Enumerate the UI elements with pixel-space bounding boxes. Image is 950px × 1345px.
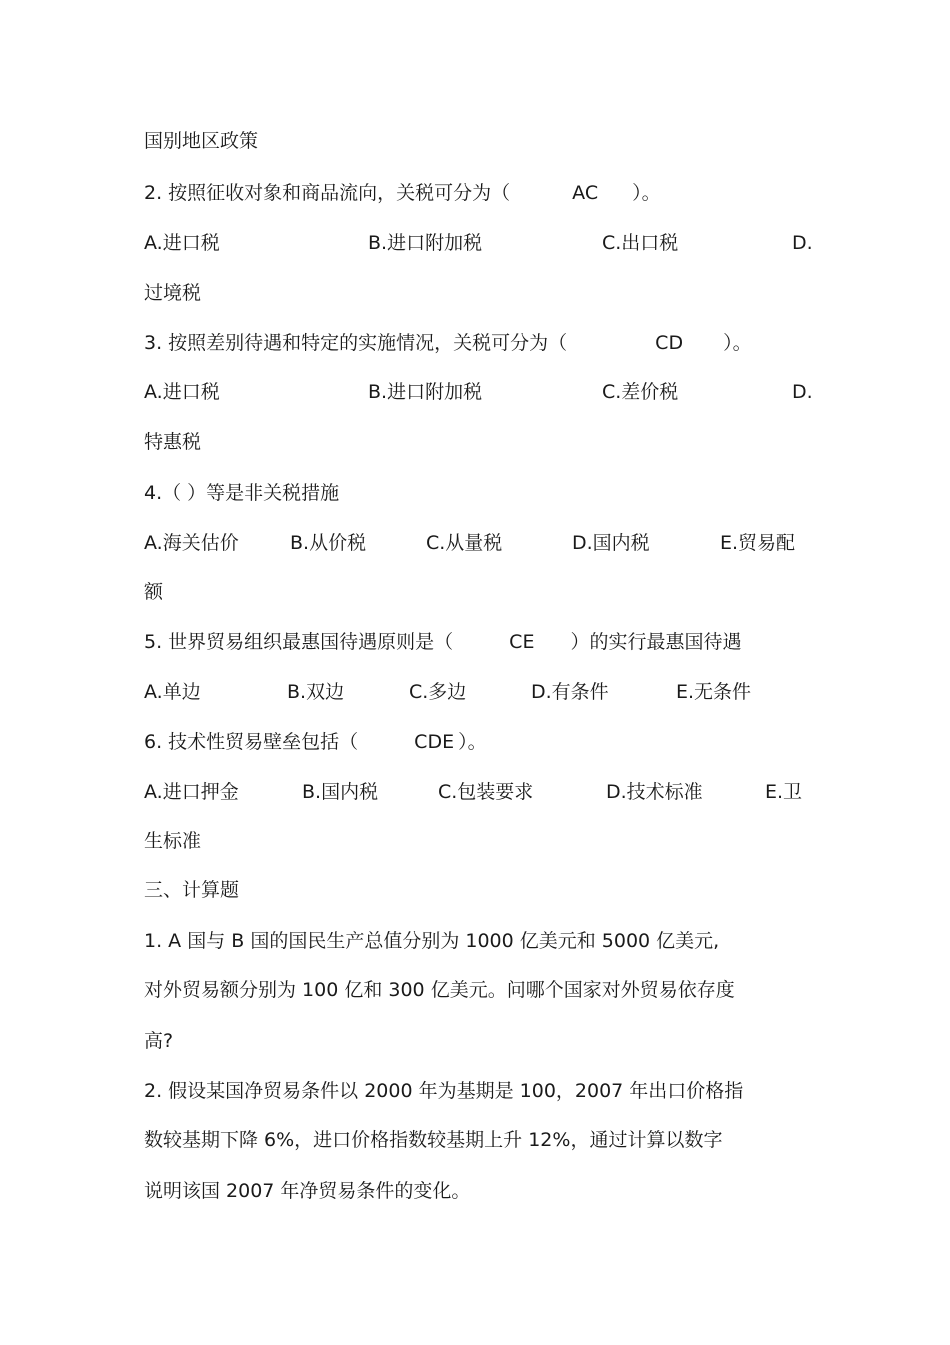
calc-question-2-line-1: 2. 假设某国净贸易条件以 2000 年为基期是 100，2007 年出口价格指 [144,1080,744,1102]
option-wrap: 生标准 [144,830,202,852]
question-text: 2. 按照征收对象和商品流向，关税可分为（ [144,182,511,204]
question-suffix: ）的实行最惠国待遇 [570,631,742,653]
question-3 [144,330,752,356]
option: C.差价税 [602,381,679,403]
question-4: 4.（ ）等是非关税措施 [144,482,340,504]
option: A.单边 [144,681,201,703]
option: C.多边 [409,681,467,703]
option: D.国内税 [572,532,650,554]
calc-question-1-line-2: 对外贸易额分别为 100 亿和 300 亿美元。问哪个国家对外贸易依存度 [144,979,735,1001]
calc-question-1-line-3: 高? [144,1030,174,1052]
answer: CE [509,631,535,653]
calc-question-1-line-1: 1. A 国与 B 国的国民生产总值分别为 1000 亿美元和 5000 亿美元, [144,930,720,952]
answer: CD [655,332,684,354]
answer: CDE [414,731,455,753]
option: C.包装要求 [438,781,534,803]
calc-question-2-line-2: 数较基期下降 6%，进口价格指数较基期上升 12%，通过计算以数字 [144,1129,723,1151]
option: B.进口附加税 [368,232,483,254]
question-5 [144,629,741,655]
question-suffix: ）。 [458,731,487,753]
question-6 [144,729,487,755]
option: E.贸易配 [720,532,796,554]
question-text: 3. 按照差别待遇和特定的实施情况，关税可分为（ [144,332,568,354]
section-heading: 三、计算题 [144,879,240,901]
option: C.从量税 [426,532,503,554]
option: B.进口附加税 [368,381,483,403]
option: D.有条件 [531,681,609,703]
question-text: 5. 世界贸易组织最惠国待遇原则是（ [144,631,454,653]
option: B.从价税 [290,532,367,554]
text-line: 国别地区政策 [144,130,259,152]
question-2 [144,180,661,206]
option: B.国内税 [302,781,379,803]
option-wrap: 特惠税 [144,431,202,453]
question-suffix: ）。 [723,332,752,354]
option: E.卫 [765,781,803,803]
option: A.进口押金 [144,781,239,803]
question-text: 6. 技术性贸易壁垒包括（ [144,731,359,753]
option-wrap: 额 [144,581,164,603]
calc-question-2-line-3: 说明该国 2007 年净贸易条件的变化。 [144,1180,471,1202]
question-suffix: ）。 [632,182,661,204]
option: D. [792,381,813,403]
option: A.进口税 [144,232,220,254]
option: C.出口税 [602,232,679,254]
answer: AC [572,182,599,204]
option: D. [792,232,813,254]
option: E.无条件 [676,681,752,703]
option: B.双边 [287,681,345,703]
option: D.技术标准 [606,781,703,803]
option: A.进口税 [144,381,220,403]
option-wrap: 过境税 [144,282,202,304]
option: A.海关估价 [144,532,239,554]
